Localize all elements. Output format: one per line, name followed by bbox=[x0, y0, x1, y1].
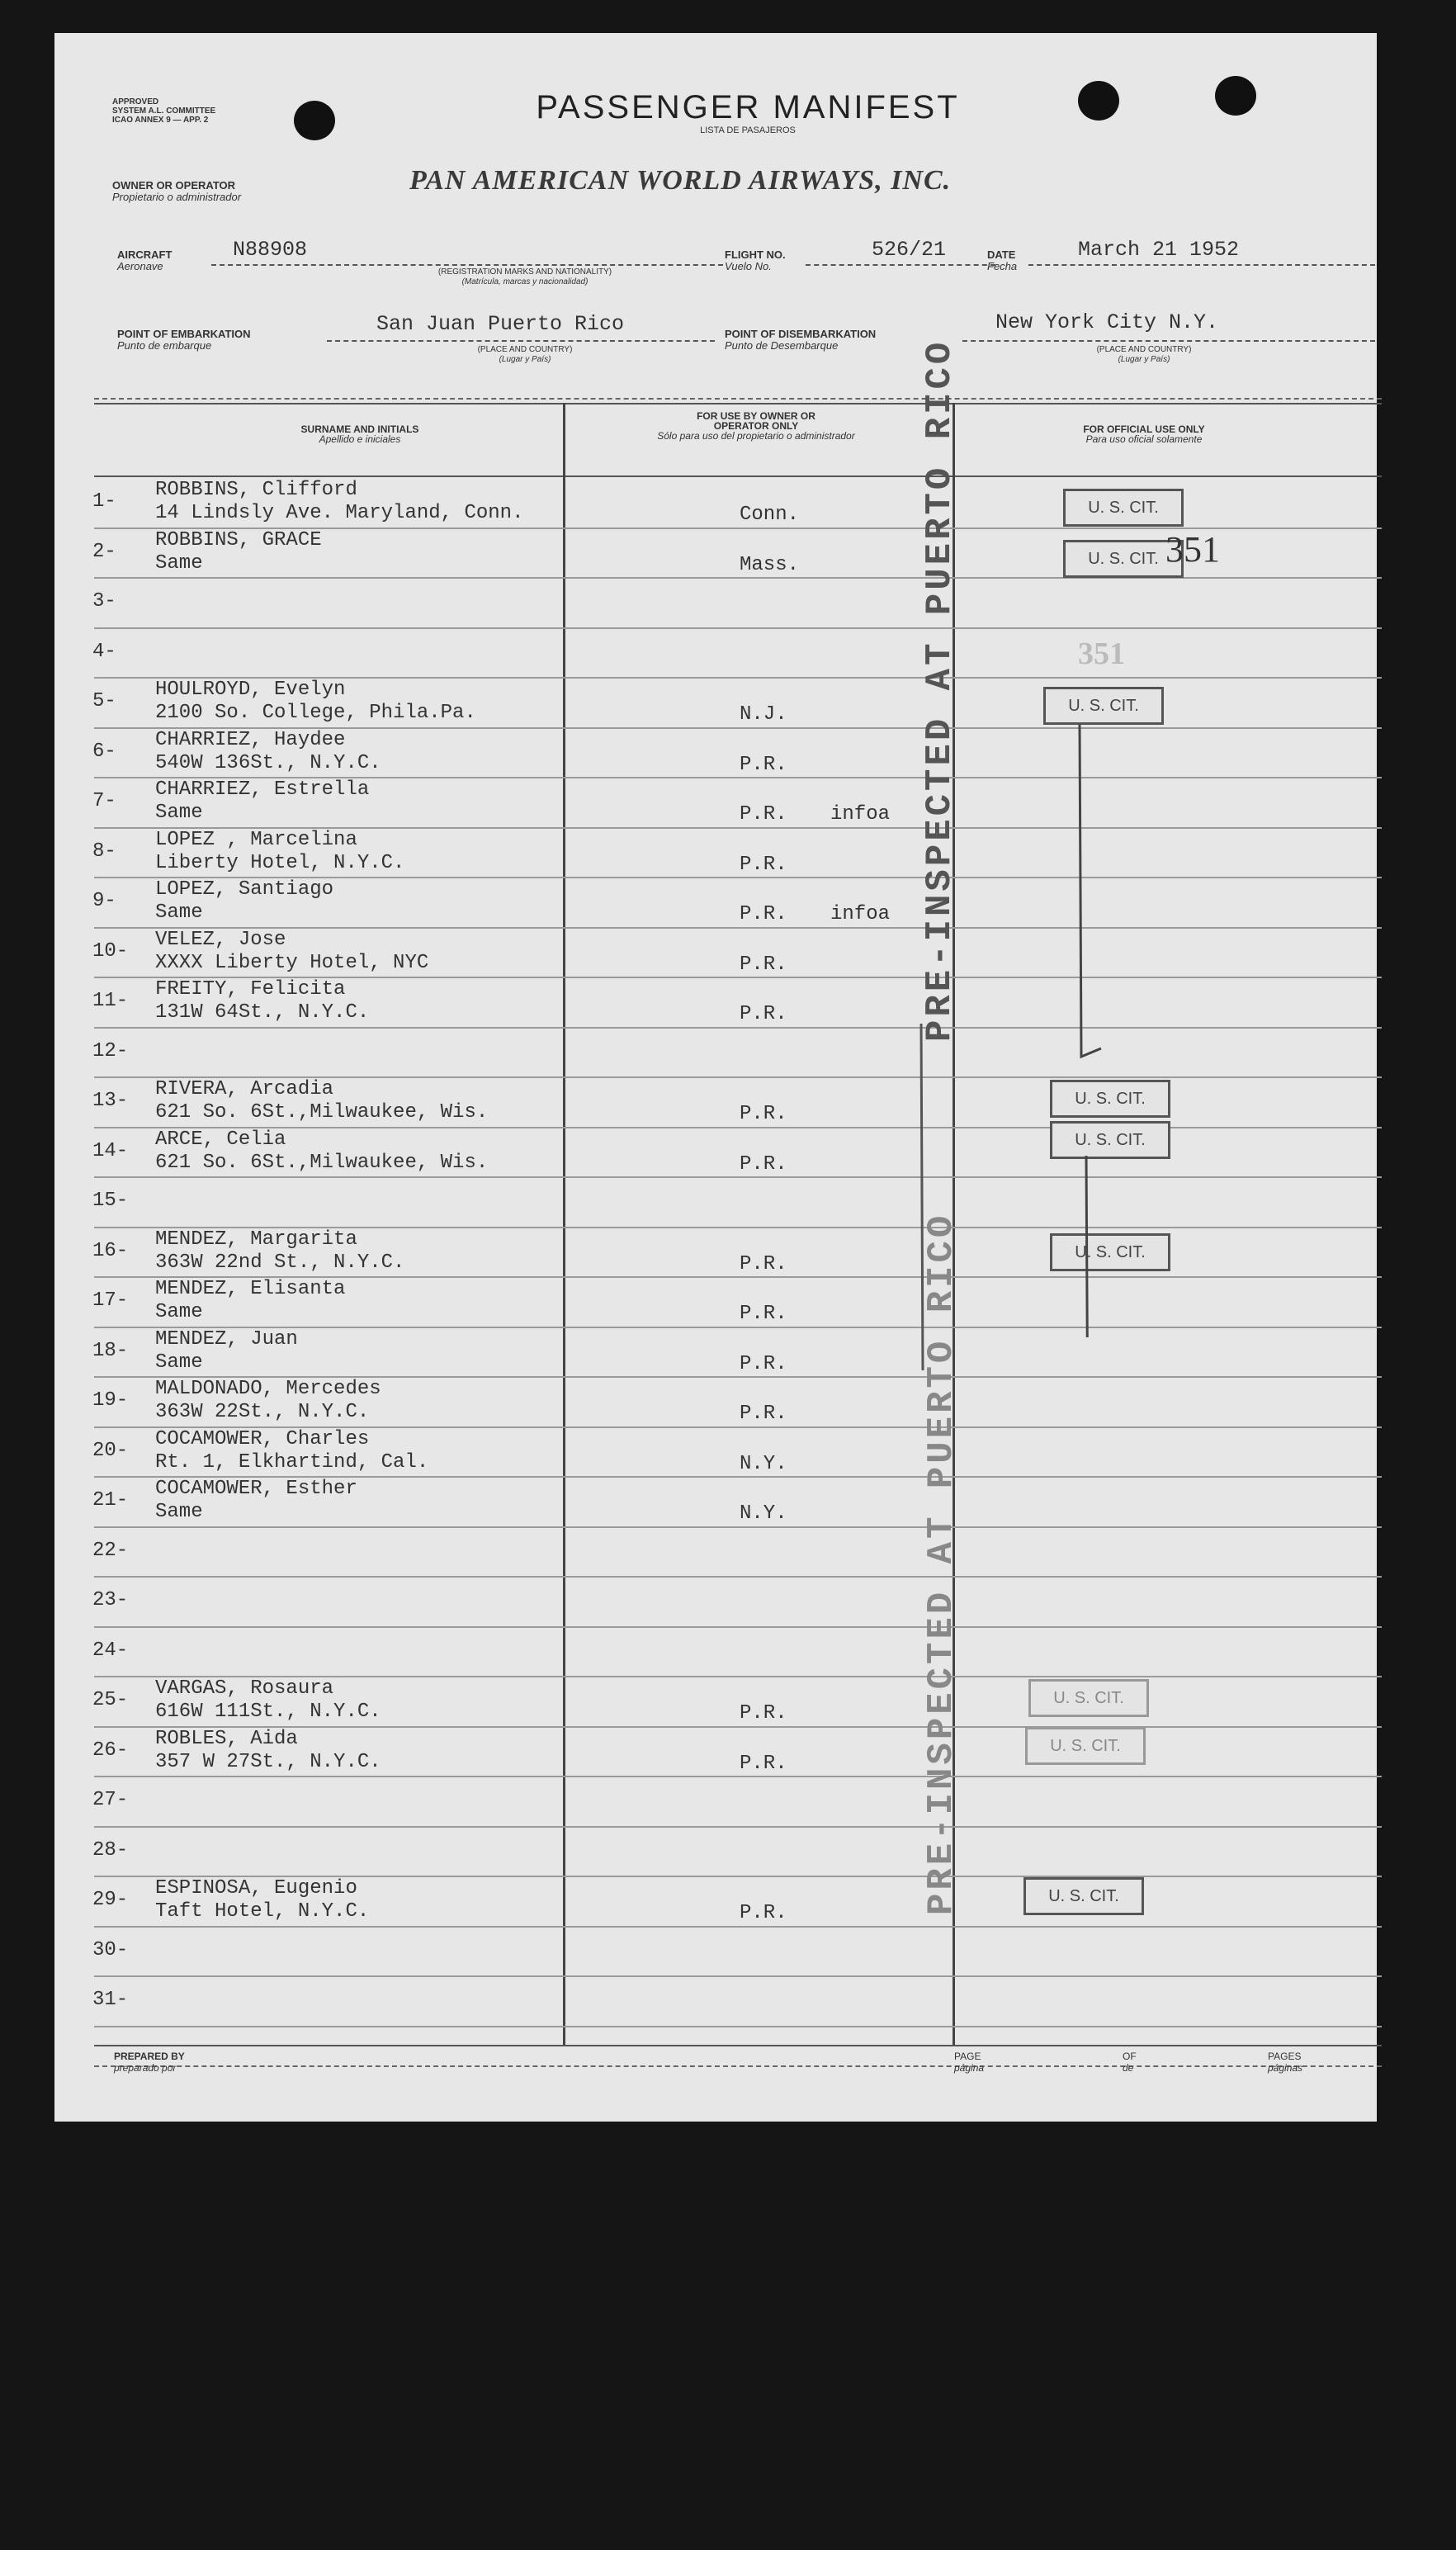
row-number: 21- bbox=[92, 1489, 129, 1512]
passenger-name: HOULROYD, Evelyn bbox=[155, 679, 346, 701]
passenger-name: COCAMOWER, Esther bbox=[155, 1478, 357, 1500]
punch-hole bbox=[1215, 76, 1256, 116]
prepared-label-en: PREPARED BY bbox=[114, 2051, 185, 2062]
pages-label-es: páginas bbox=[1268, 2062, 1303, 2074]
us-cit-stamp: U. S. CIT. bbox=[1050, 1233, 1170, 1271]
page-label-en: PAGE bbox=[954, 2051, 981, 2062]
passenger-address: Same bbox=[155, 901, 203, 924]
disembark-underline bbox=[962, 340, 1375, 342]
col2-label-es: Sólo para uso del propietario o administrador bbox=[657, 430, 855, 442]
flight-label-en: FLIGHT NO. bbox=[725, 248, 786, 261]
us-cit-stamp: U. S. CIT. bbox=[1023, 1877, 1144, 1915]
row-divider bbox=[94, 1576, 1382, 1578]
row-number: 2- bbox=[92, 540, 116, 563]
of-label bbox=[1123, 2051, 1137, 2074]
table-bottom-rule bbox=[94, 2045, 1382, 2046]
disembark-label-en: POINT OF DISEMBARKATION bbox=[725, 328, 877, 340]
aircraft-underline bbox=[211, 264, 723, 266]
passenger-address: Same bbox=[155, 1501, 203, 1523]
aircraft-label bbox=[117, 249, 172, 272]
row-divider bbox=[94, 1127, 1382, 1128]
row-number: 27- bbox=[92, 1789, 129, 1811]
passenger-name: ESPINOSA, Eugenio bbox=[155, 1877, 357, 1899]
pages-label-en: PAGES bbox=[1268, 2051, 1302, 2062]
col-header-operator bbox=[624, 411, 888, 441]
passenger-name: ROBBINS, Clifford bbox=[155, 479, 357, 501]
row-number: 19- bbox=[92, 1389, 129, 1412]
row-divider bbox=[94, 1027, 1382, 1029]
row-number: 30- bbox=[92, 1938, 129, 1961]
row-number: 9- bbox=[92, 890, 116, 912]
table-header-rule bbox=[94, 475, 1382, 477]
place-label-es: (Lugar y País) bbox=[1118, 355, 1170, 364]
page-subtitle: LISTA DE PASAJEROS bbox=[700, 125, 796, 135]
row-divider bbox=[94, 1926, 1382, 1928]
passenger-address: 2100 So. College, Phila.Pa. bbox=[155, 702, 476, 724]
disembark-label-es: Punto de Desembarque bbox=[725, 339, 839, 352]
date-underline bbox=[1028, 264, 1375, 266]
airline-name: PAN AMERICAN WORLD AIRWAYS, INC. bbox=[409, 165, 952, 196]
preinspected-stamp: PRE-INSPECTED AT PUERTO RICO bbox=[921, 1212, 962, 1915]
approved-line: APPROVED bbox=[112, 97, 159, 106]
disembark-label bbox=[725, 329, 876, 352]
owner-label-es: Propietario o administrador bbox=[112, 191, 242, 203]
passenger-name: FREITY, Felicita bbox=[155, 978, 346, 1001]
approved-block bbox=[112, 97, 215, 125]
passenger-address: 357 W 27St., N.Y.C. bbox=[155, 1750, 381, 1773]
prepared-label-es: preparado por bbox=[114, 2062, 177, 2074]
date-label-en: DATE bbox=[987, 248, 1016, 261]
passenger-address: 616W 111St., N.Y.C. bbox=[155, 1701, 381, 1723]
page-label-es: página bbox=[954, 2062, 985, 2074]
row-divider bbox=[94, 577, 1382, 579]
ditto-line bbox=[913, 1024, 929, 1370]
manifest-number-stamp: 351 bbox=[1165, 529, 1220, 570]
row-number: 1- bbox=[92, 490, 116, 513]
us-cit-stamp: U. S. CIT. bbox=[1025, 1727, 1146, 1765]
passenger-address: Same bbox=[155, 1351, 203, 1374]
passenger-state: P.R. bbox=[740, 1103, 787, 1125]
passenger-state: P.R. bbox=[740, 1752, 787, 1775]
owner-label bbox=[112, 180, 241, 203]
flight-label bbox=[725, 249, 786, 272]
col1-label: SURNAME AND INITIALS bbox=[300, 423, 419, 435]
place-label-es: (Lugar y País) bbox=[499, 355, 551, 364]
row-number: 18- bbox=[92, 1339, 129, 1362]
row-number: 29- bbox=[92, 1889, 129, 1911]
faint-number-stamp: 351 bbox=[1078, 636, 1125, 671]
passenger-address: Same bbox=[155, 551, 203, 575]
flight-label-es: Vuelo No. bbox=[725, 260, 772, 272]
passenger-address: Liberty Hotel, N.Y.C. bbox=[155, 851, 405, 874]
punch-hole bbox=[1078, 81, 1119, 121]
passenger-state: P.R. bbox=[740, 1902, 787, 1924]
col-header-official bbox=[971, 424, 1317, 444]
passenger-name: MENDEZ, Juan bbox=[155, 1327, 298, 1351]
passenger-name: RIVERA, Arcadia bbox=[155, 1078, 334, 1100]
passenger-state: P.R. bbox=[740, 1702, 787, 1724]
passenger-name: LOPEZ, Santiago bbox=[155, 878, 334, 901]
row-number: 12- bbox=[92, 1039, 129, 1062]
us-cit-stamp: U. S. CIT. bbox=[1043, 687, 1164, 725]
row-number: 28- bbox=[92, 1838, 129, 1862]
passenger-name: COCAMOWER, Charles bbox=[155, 1427, 370, 1450]
passenger-name: MENDEZ, Elisanta bbox=[155, 1278, 346, 1300]
date-label-es: Fecha bbox=[987, 260, 1018, 272]
approved-line: ICAO ANNEX 9 — APP. 2 bbox=[112, 116, 209, 125]
us-cit-stamp: U. S. CIT. bbox=[1050, 1080, 1170, 1118]
disembark-value: New York City N.Y. bbox=[995, 310, 1219, 334]
row-number: 17- bbox=[92, 1289, 129, 1312]
aircraft-label-es: Aeronave bbox=[117, 260, 163, 272]
us-cit-stamp: U. S. CIT. bbox=[1050, 1121, 1170, 1159]
passenger-address: 621 So. 6St.,Milwaukee, Wis. bbox=[155, 1101, 489, 1124]
passenger-state: P.R. bbox=[740, 1252, 787, 1275]
col1-label-es: Apellido e iniciales bbox=[319, 433, 401, 445]
reg-label-en: (REGISTRATION MARKS AND NATIONALITY) bbox=[437, 267, 612, 277]
row-divider bbox=[94, 1975, 1382, 1977]
col2-label: FOR USE BY OWNER OR OPERATOR ONLY bbox=[697, 410, 815, 432]
passenger-address: 14 Lindsly Ave. Maryland, Conn. bbox=[155, 502, 524, 524]
passenger-name: ARCE, Celia bbox=[155, 1128, 286, 1151]
table-top-rule bbox=[94, 398, 1382, 400]
passenger-state: P.R. bbox=[740, 803, 787, 826]
passenger-name: CHARRIEZ, Estrella bbox=[155, 778, 370, 801]
pages-label bbox=[1268, 2051, 1302, 2074]
us-cit-stamp: U. S. CIT. bbox=[1063, 489, 1184, 527]
row-divider bbox=[94, 1176, 1382, 1178]
passenger-address: Same bbox=[155, 802, 203, 824]
passenger-address: 540W 136St., N.Y.C. bbox=[155, 751, 381, 774]
row-number: 31- bbox=[92, 1989, 129, 2011]
row-number: 5- bbox=[92, 690, 116, 712]
passenger-name: CHARRIEZ, Haydee bbox=[155, 728, 346, 751]
manifest-page bbox=[54, 33, 1377, 2122]
us-cit-stamp: U. S. CIT. bbox=[1063, 540, 1184, 578]
passenger-state: P.R. bbox=[740, 1152, 787, 1176]
row-divider bbox=[94, 1776, 1382, 1777]
disembark-place-label bbox=[1037, 345, 1251, 365]
passenger-name: VARGAS, Rosaura bbox=[155, 1677, 334, 1700]
flight-value: 526/21 bbox=[872, 238, 947, 262]
passenger-state: P.R. bbox=[740, 1303, 787, 1325]
row-number: 10- bbox=[92, 939, 129, 963]
aircraft-label-en: AIRCRAFT bbox=[117, 248, 173, 261]
passenger-address: Taft Hotel, N.Y.C. bbox=[155, 1900, 370, 1923]
passenger-state: N.J. bbox=[740, 703, 787, 726]
passenger-address: XXXX Liberty Hotel, NYC bbox=[155, 951, 429, 974]
row-number: 7- bbox=[92, 790, 116, 812]
prepared-by-label bbox=[114, 2051, 185, 2074]
embark-value: San Juan Puerto Rico bbox=[376, 312, 625, 336]
row-number: 15- bbox=[92, 1190, 129, 1212]
row-number: 22- bbox=[92, 1539, 129, 1562]
col3-label: FOR OFFICIAL USE ONLY bbox=[1083, 423, 1205, 435]
passenger-address: 621 So. 6St.,Milwaukee, Wis. bbox=[155, 1151, 489, 1174]
passenger-note: infoa bbox=[830, 903, 891, 925]
passenger-state: P.R. bbox=[740, 1403, 787, 1425]
passenger-state: P.R. bbox=[740, 953, 787, 976]
date-value: March 21 1952 bbox=[1078, 238, 1240, 262]
aircraft-value: N88908 bbox=[233, 238, 308, 262]
embark-label-es: Punto de embarque bbox=[117, 339, 212, 352]
passenger-address: Rt. 1, Elkhartind, Cal. bbox=[155, 1450, 429, 1474]
row-number: 6- bbox=[92, 740, 116, 763]
flight-underline bbox=[806, 264, 995, 266]
embark-label-en: POINT OF EMBARKATION bbox=[117, 328, 251, 340]
row-divider bbox=[94, 1526, 1382, 1528]
passenger-state: P.R. bbox=[740, 753, 787, 776]
of-label-es: de bbox=[1123, 2062, 1134, 2074]
passenger-name: MENDEZ, Margarita bbox=[155, 1228, 357, 1251]
place-label-en: (PLACE AND COUNTRY) bbox=[1096, 345, 1192, 354]
owner-label-en: OWNER OR OPERATOR bbox=[112, 179, 236, 192]
place-label-en: (PLACE AND COUNTRY) bbox=[477, 345, 573, 354]
footer-rule bbox=[94, 2065, 1382, 2067]
passenger-address: 363W 22nd St., N.Y.C. bbox=[155, 1251, 405, 1274]
table-top-rule bbox=[94, 403, 1382, 404]
of-label-en: OF bbox=[1123, 2051, 1137, 2062]
row-divider bbox=[94, 1626, 1382, 1628]
row-number: 3- bbox=[92, 590, 116, 613]
row-number: 14- bbox=[92, 1139, 129, 1162]
row-number: 8- bbox=[92, 840, 116, 863]
passenger-address: 131W 64St., N.Y.C. bbox=[155, 1001, 370, 1024]
approved-line: SYSTEM A.L. COMMITTEE bbox=[112, 106, 216, 116]
row-number: 25- bbox=[92, 1689, 129, 1711]
reg-label-es: (Matrícula, marcas y nacionalidad) bbox=[461, 277, 589, 286]
row-number: 13- bbox=[92, 1090, 129, 1112]
row-number: 4- bbox=[92, 640, 116, 663]
col-header-name bbox=[154, 424, 566, 444]
passenger-state: P.R. bbox=[740, 853, 787, 876]
col3-label-es: Para uso oficial solamente bbox=[1085, 433, 1203, 445]
date-label bbox=[987, 249, 1017, 272]
column-divider bbox=[563, 403, 565, 2046]
passenger-name: VELEZ, Jose bbox=[155, 928, 286, 951]
row-number: 26- bbox=[92, 1739, 129, 1762]
passenger-address: 363W 22St., N.Y.C. bbox=[155, 1401, 370, 1423]
row-number: 20- bbox=[92, 1439, 129, 1462]
passenger-state: N.Y. bbox=[740, 1502, 787, 1525]
embark-label bbox=[117, 329, 251, 352]
row-divider bbox=[94, 927, 1382, 929]
passenger-note: infoa bbox=[830, 803, 891, 826]
punch-hole bbox=[294, 101, 335, 140]
row-divider bbox=[94, 1826, 1382, 1828]
row-number: 11- bbox=[92, 990, 129, 1012]
row-number: 24- bbox=[92, 1639, 129, 1662]
embark-place-label bbox=[418, 345, 632, 365]
passenger-state: Conn. bbox=[740, 504, 800, 526]
page-title: PASSENGER MANIFEST bbox=[536, 89, 960, 125]
passenger-name: ROBLES, Aida bbox=[155, 1727, 298, 1750]
passenger-name: ROBBINS, GRACE bbox=[155, 528, 322, 551]
row-divider bbox=[94, 2026, 1382, 2027]
ditto-marks bbox=[962, 710, 1127, 1337]
reg-label bbox=[368, 267, 682, 287]
row-number: 16- bbox=[92, 1239, 129, 1262]
passenger-name: MALDONADO, Mercedes bbox=[155, 1378, 381, 1400]
passenger-state: P.R. bbox=[740, 903, 787, 925]
row-number: 23- bbox=[92, 1589, 129, 1611]
page-label bbox=[954, 2051, 984, 2074]
passenger-state: N.Y. bbox=[740, 1452, 787, 1475]
passenger-state: P.R. bbox=[740, 1003, 787, 1025]
embark-underline bbox=[327, 340, 715, 342]
passenger-name: LOPEZ , Marcelina bbox=[155, 828, 357, 851]
us-cit-stamp: U. S. CIT. bbox=[1028, 1679, 1149, 1717]
row-divider bbox=[94, 627, 1382, 629]
passenger-state: Mass. bbox=[740, 553, 800, 576]
passenger-state: P.R. bbox=[740, 1352, 787, 1375]
preinspected-stamp: PRE-INSPECTED AT PUERTO RICO bbox=[919, 338, 961, 1042]
passenger-address: Same bbox=[155, 1301, 203, 1323]
